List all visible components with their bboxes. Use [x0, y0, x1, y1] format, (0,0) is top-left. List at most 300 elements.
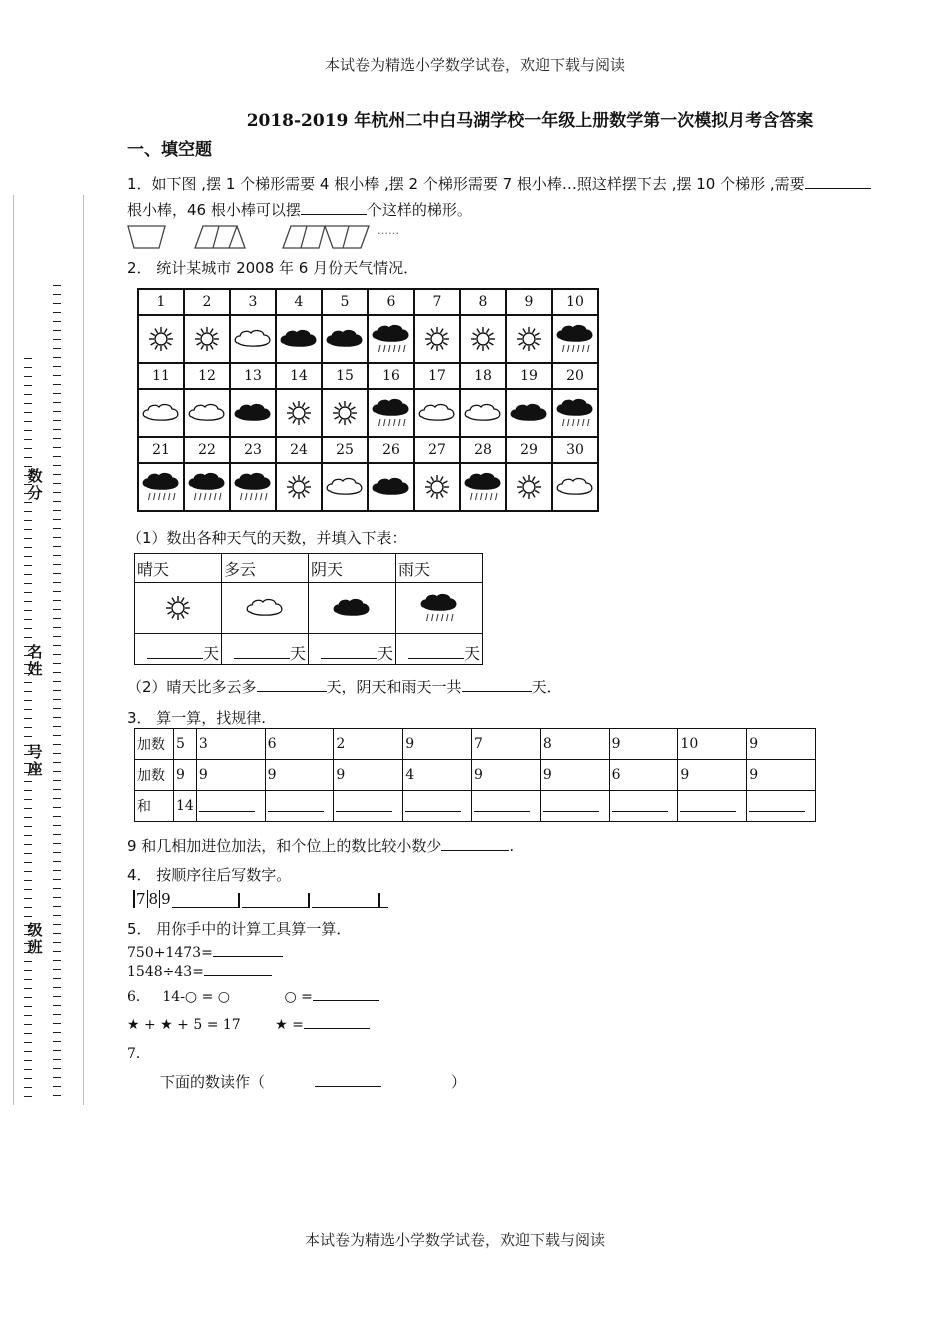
binding-dash: [53, 780, 61, 781]
day-number: 21: [138, 437, 184, 463]
binding-dash: [53, 321, 61, 322]
weather-icon-cell: [222, 583, 309, 634]
binding-dash: [53, 1014, 61, 1015]
weather-cell: [460, 315, 506, 363]
answer-blank[interactable]: [441, 836, 509, 851]
binding-dash: [24, 457, 32, 458]
binding-dash: [24, 547, 32, 548]
expression: 1548÷43=: [127, 964, 204, 980]
binding-dash: [24, 880, 32, 881]
binding-dash: [24, 979, 32, 980]
sum-cell[interactable]: [678, 791, 747, 822]
overcast-icon: [509, 402, 549, 424]
weather-cell: [414, 389, 460, 437]
answer-blank[interactable]: [462, 677, 532, 692]
answer-blank[interactable]: [312, 893, 380, 908]
addend-cell: 4: [403, 760, 472, 791]
question-5-text: 5． 用你手中的计算工具算一算．: [127, 920, 352, 938]
sum-cell[interactable]: [609, 791, 678, 822]
binding-dash: [53, 330, 61, 331]
header-cloudy: 多云: [222, 554, 309, 583]
binding-dash: [24, 601, 32, 602]
question-1-text: 根小棒，46 根小棒可以摆: [127, 201, 301, 219]
binding-dash: [24, 394, 32, 395]
answer-blank[interactable]: [612, 797, 668, 812]
weather-count-table: [134, 553, 483, 665]
overcast-icon: [279, 328, 319, 350]
question-6-line2: [127, 1014, 370, 1033]
weather-icon-cell: [135, 583, 222, 634]
sum-cell[interactable]: [334, 791, 403, 822]
cloud-icon: [233, 328, 273, 350]
sun-icon: [147, 325, 175, 353]
question-5-expr2: [127, 961, 272, 980]
sum-cell[interactable]: 14: [174, 791, 197, 822]
binding-dash: [24, 520, 32, 521]
question-5-expr1: [127, 942, 283, 961]
sun-icon: [193, 325, 221, 353]
day-number: 25: [322, 437, 368, 463]
binding-dash: [53, 699, 61, 700]
binding-dash: [53, 771, 61, 772]
question-text: 下面的数读作（: [160, 1073, 266, 1091]
question-text: .: [509, 837, 515, 855]
sum-cell[interactable]: [403, 791, 472, 822]
answer-blank[interactable]: [268, 797, 324, 812]
day-number: 7: [414, 289, 460, 315]
binding-dash: [53, 789, 61, 790]
binding-dash: [53, 1032, 61, 1033]
binding-dash: [53, 951, 61, 952]
binding-dash: [24, 1015, 32, 1016]
binding-dash: [24, 511, 32, 512]
binding-dash: [53, 1023, 61, 1024]
binding-dash: [53, 1068, 61, 1069]
binding-dash: [24, 718, 32, 719]
binding-dash: [24, 997, 32, 998]
answer-blank[interactable]: [408, 644, 464, 659]
binding-dash: [24, 700, 32, 701]
binding-dash: [53, 438, 61, 439]
page-title: 2018-2019 年杭州二中白马湖学校一年级上册数学第一次模拟月考含答案: [246, 111, 814, 131]
binding-dash: [53, 888, 61, 889]
header-overcast: 阴天: [309, 554, 396, 583]
answer-blank[interactable]: [474, 797, 530, 812]
binding-dash: [53, 825, 61, 826]
binding-dash: [53, 411, 61, 412]
binding-dash: [53, 1086, 61, 1087]
addition-table: [134, 728, 816, 822]
cloud-icon: [325, 476, 365, 498]
binding-dash: [53, 726, 61, 727]
binding-dash: [53, 555, 61, 556]
answer-blank[interactable]: [315, 1072, 381, 1087]
binding-dash: [53, 753, 61, 754]
day-number: 29: [506, 437, 552, 463]
binding-dash: [53, 339, 61, 340]
binding-dash: [53, 294, 61, 295]
sequence-digit: 8: [148, 890, 159, 908]
binding-dash: [24, 727, 32, 728]
addend-cell: 9: [747, 729, 816, 760]
question-7-text: [160, 1071, 466, 1092]
day-number: 8: [460, 289, 506, 315]
weather-cell: [414, 463, 460, 511]
answer-blank[interactable]: [543, 797, 599, 812]
binding-dash-column: [53, 285, 61, 1104]
binding-dash: [24, 376, 32, 377]
binding-dash: [53, 1050, 61, 1051]
sum-cell[interactable]: [196, 791, 265, 822]
rain-icon: [371, 324, 411, 354]
overcast-icon: [325, 328, 365, 350]
binding-dash: [24, 583, 32, 584]
sunny-days-answer[interactable]: [135, 634, 222, 665]
day-number: 24: [276, 437, 322, 463]
binding-dash: [53, 735, 61, 736]
binding-dash: [53, 501, 61, 502]
name-label: 名姓: [27, 643, 43, 678]
binding-dash: [24, 367, 32, 368]
question-6-line1: [127, 986, 379, 1006]
question-3-text: 3． 算一算，找规律.: [127, 709, 267, 727]
binding-dash: [24, 412, 32, 413]
binding-dash: [24, 1033, 32, 1034]
binding-dash: [24, 781, 32, 782]
weather-icon-cell: [396, 583, 483, 634]
sun-icon: [331, 399, 359, 427]
addend-cell: 9: [265, 760, 334, 791]
expression: 14-○ = ○: [162, 989, 230, 1005]
weather-cell: [138, 463, 184, 511]
row-label: 加数: [135, 729, 174, 760]
addend-cell: 9: [609, 729, 678, 760]
binding-dash: [24, 1051, 32, 1052]
binding-dash: [24, 826, 32, 827]
question-1-text: 个这样的梯形。: [366, 201, 472, 219]
expression: ★ + ★ + 5 = 17: [127, 1017, 241, 1033]
binding-dash: [24, 691, 32, 692]
seat-label: 号座: [27, 743, 43, 778]
binding-dash: [53, 969, 61, 970]
overcast-icon: [332, 597, 372, 619]
answer-blank[interactable]: [242, 893, 310, 908]
addend-cell: 6: [265, 729, 334, 760]
question-text: 天，阴天和雨天一共: [326, 678, 462, 696]
binding-dash: [24, 448, 32, 449]
day-number: 6: [368, 289, 414, 315]
binding-dash: [53, 564, 61, 565]
footer-note: 本试卷为精选小学数学试卷，欢迎下载与阅读: [304, 1231, 605, 1249]
sun-icon: [469, 325, 497, 353]
binding-dash: [53, 510, 61, 511]
binding-dash: [53, 519, 61, 520]
weather-cell: [506, 389, 552, 437]
binding-dash: [24, 961, 32, 962]
weather-cell: [230, 463, 276, 511]
binding-dash: [53, 1077, 61, 1078]
binding-dash: [53, 906, 61, 907]
score-label: 数分: [27, 467, 43, 502]
day-number: 18: [460, 363, 506, 389]
addend-cell: 9: [403, 729, 472, 760]
weather-cell: [552, 463, 598, 511]
binding-dash: [24, 907, 32, 908]
binding-dash: [53, 690, 61, 691]
binding-dash: [24, 592, 32, 593]
binding-dash: [53, 546, 61, 547]
binding-dash: [24, 385, 32, 386]
binding-dash: [53, 744, 61, 745]
question-7-label: 7．: [127, 1046, 150, 1062]
rain-icon: [555, 398, 595, 428]
day-unit: 天: [289, 644, 306, 663]
binding-dash: [24, 808, 32, 809]
binding-dash: [53, 1059, 61, 1060]
answer-blank[interactable]: [199, 797, 255, 812]
cloudy-days-answer[interactable]: [222, 634, 309, 665]
sum-cell[interactable]: [540, 791, 609, 822]
answer-blank[interactable]: [680, 797, 736, 812]
cloud-icon: [187, 402, 227, 424]
day-number: 20: [552, 363, 598, 389]
binding-dash: [24, 1087, 32, 1088]
binding-dash: [53, 915, 61, 916]
day-number: 2: [184, 289, 230, 315]
addend-cell: 9: [334, 760, 403, 791]
binding-dash: [24, 844, 32, 845]
binding-dash: [53, 870, 61, 871]
answer-blank[interactable]: [749, 797, 805, 812]
day-number: 16: [368, 363, 414, 389]
day-number: 11: [138, 363, 184, 389]
binding-dash: [53, 933, 61, 934]
binding-dash: [24, 988, 32, 989]
addend-cell: 9: [196, 760, 265, 791]
day-number: 14: [276, 363, 322, 389]
rainy-days-answer[interactable]: [396, 634, 483, 665]
binding-dash: [24, 862, 32, 863]
binding-dash: [24, 403, 32, 404]
binding-dash: [53, 762, 61, 763]
addend-cell: 8: [540, 729, 609, 760]
day-number: 23: [230, 437, 276, 463]
binding-dash: [53, 582, 61, 583]
binding-dash: [53, 285, 61, 286]
row-label: 和: [135, 791, 174, 822]
binding-dash: [53, 312, 61, 313]
binding-dash: [24, 529, 32, 530]
answer-blank[interactable]: [213, 942, 283, 957]
answer-blank[interactable]: [336, 797, 392, 812]
ellipsis: ……: [377, 224, 399, 237]
binding-dash: [53, 537, 61, 538]
weather-grid: [137, 288, 599, 512]
binding-dash: [24, 574, 32, 575]
sun-icon: [423, 325, 451, 353]
binding-dash: [24, 1078, 32, 1079]
addend-cell: 9: [472, 760, 541, 791]
weather-cell: [184, 389, 230, 437]
binding-dash: [24, 835, 32, 836]
binding-dash: [24, 682, 32, 683]
question-4-text: 4． 按顺序往后写数字。: [127, 866, 292, 884]
sum-cell[interactable]: [747, 791, 816, 822]
class-label: 级班: [27, 921, 43, 956]
weather-cell: [552, 315, 598, 363]
binding-dash: [24, 565, 32, 566]
binding-dash: [24, 709, 32, 710]
weather-cell: [552, 389, 598, 437]
binding-dash: [53, 375, 61, 376]
answer-blank[interactable]: [313, 986, 379, 1001]
trapezoid-sticks-figure: [125, 222, 425, 252]
binding-dash: [53, 303, 61, 304]
binding-dash: [53, 852, 61, 853]
addend-cell: 2: [334, 729, 403, 760]
binding-dash: [53, 987, 61, 988]
answer-blank[interactable]: [234, 644, 290, 659]
day-number: 5: [322, 289, 368, 315]
binding-dash: [24, 889, 32, 890]
question-text: ）: [451, 1073, 467, 1091]
binding-dash: [53, 357, 61, 358]
overcast-icon: [233, 402, 273, 424]
binding-dash: [53, 978, 61, 979]
question-1-line2: [127, 199, 472, 220]
answer-blank[interactable]: [405, 797, 461, 812]
binding-dash: [53, 609, 61, 610]
question-text: （2）晴天比多云多: [127, 678, 257, 696]
answer-blank[interactable]: [147, 644, 203, 659]
overcast-icon: [371, 476, 411, 498]
binding-dash: [24, 439, 32, 440]
binding-dash: [53, 447, 61, 448]
sun-icon: [285, 399, 313, 427]
answer-blank[interactable]: [805, 174, 871, 189]
binding-dash: [53, 816, 61, 817]
binding-dash: [53, 591, 61, 592]
addend-cell: 9: [678, 760, 747, 791]
sum-cell[interactable]: [472, 791, 541, 822]
addend-cell: 3: [196, 729, 265, 760]
binding-dash: [24, 538, 32, 539]
binding-dash: [24, 556, 32, 557]
binding-dash: [53, 384, 61, 385]
rain-icon: [463, 472, 503, 502]
rain-icon: [555, 324, 595, 354]
binding-dash: [53, 1041, 61, 1042]
rain-icon: [371, 398, 411, 428]
addend-cell: 9: [540, 760, 609, 791]
question-2-text: 2． 统计某城市 2008 年 6 月份天气情况．: [127, 259, 419, 277]
answer-blank[interactable]: [204, 961, 272, 976]
binding-dash: [53, 1005, 61, 1006]
cloud-icon: [555, 476, 595, 498]
addend-cell: 9: [174, 760, 197, 791]
day-unit: 天: [202, 644, 219, 663]
weather-cell: [322, 315, 368, 363]
binding-dash: [53, 393, 61, 394]
sun-icon: [515, 325, 543, 353]
binding-dash: [53, 429, 61, 430]
binding-dash: [24, 430, 32, 431]
binding-dash: [53, 465, 61, 466]
weather-cell: [138, 315, 184, 363]
binding-dash: [53, 681, 61, 682]
question-text: 天．: [531, 678, 562, 696]
answer-blank[interactable]: [301, 200, 367, 215]
binding-dash: [53, 843, 61, 844]
binding-dash: [24, 790, 32, 791]
binding-dash: [24, 1042, 32, 1043]
sequence-digit: 9: [161, 890, 171, 908]
weather-cell: [230, 315, 276, 363]
sun-icon: [515, 473, 543, 501]
binding-dash: [53, 636, 61, 637]
answer-blank[interactable]: [380, 893, 388, 908]
rain-icon: [419, 593, 459, 623]
binding-dash: [24, 637, 32, 638]
binding-dash: [53, 420, 61, 421]
weather-cell: [276, 463, 322, 511]
binding-dash: [53, 654, 61, 655]
binding-dash: [24, 898, 32, 899]
binding-dash: [53, 717, 61, 718]
cloud-icon: [417, 402, 457, 424]
overcast-days-answer[interactable]: [309, 634, 396, 665]
section-heading: 一、填空题: [127, 140, 212, 160]
weather-cell: [414, 315, 460, 363]
binding-dash: [24, 970, 32, 971]
answer-blank[interactable]: [257, 677, 327, 692]
binding-dash: [53, 942, 61, 943]
row-label: 加数: [135, 760, 174, 791]
addend-cell: 5: [174, 729, 197, 760]
expression: 750+1473=: [127, 945, 213, 961]
weather-cell: [322, 463, 368, 511]
day-number: 3: [230, 289, 276, 315]
answer-blank[interactable]: [172, 893, 240, 908]
binding-dash: [24, 358, 32, 359]
addend-cell: 6: [609, 760, 678, 791]
rain-icon: [233, 472, 273, 502]
binding-dash: [24, 799, 32, 800]
binding-dash: [24, 619, 32, 620]
question-2-sub2: [127, 676, 562, 697]
sum-cell[interactable]: [265, 791, 334, 822]
binding-dash: [53, 996, 61, 997]
answer-blank[interactable]: [321, 644, 377, 659]
binding-dash: [24, 1069, 32, 1070]
sun-icon: [423, 473, 451, 501]
weather-cell: [368, 463, 414, 511]
binding-dash: [53, 1095, 61, 1096]
weather-cell: [322, 389, 368, 437]
addend-cell: 10: [678, 729, 747, 760]
header-rainy: 雨天: [396, 554, 483, 583]
answer-blank[interactable]: [304, 1014, 370, 1029]
weather-cell: [230, 389, 276, 437]
day-unit: 天: [463, 644, 480, 663]
binding-dash: [53, 861, 61, 862]
binding-dash: [53, 573, 61, 574]
binding-dash: [53, 663, 61, 664]
sun-icon: [164, 594, 192, 622]
weather-cell: [460, 463, 506, 511]
day-number: 17: [414, 363, 460, 389]
binding-dash: [53, 834, 61, 835]
